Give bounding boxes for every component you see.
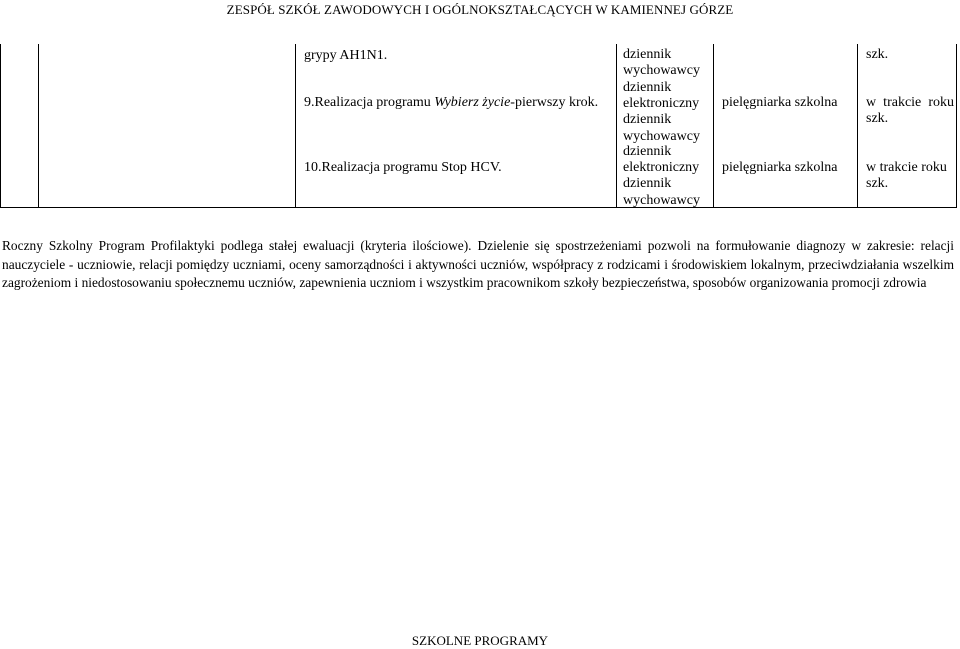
evaluation-paragraph: Roczny Szkolny Program Profilaktyki podlega stałej ewaluacji (kryteria ilościowe). Dzielenie się spostrzeżeniami pozwoli na formułowanie diagnozy w zakresie: relacji nauczyciele - uczniowie, relacji pomiędzy uczniami, oceny samorządności i aktywności uczniów, współpracy z rodzicami i środowiskiem lokalnym, przeciwdziałania wszelkim zagrożeniom i niedostosowaniu społecznemu uczniów, zapewnienia uczniom i wszystkim pracownikom szkoły bezpieczeństwa, sposobów organizowania promocji zdrowia: [2, 238, 954, 291]
table-col-divider-4: [713, 44, 714, 207]
when-cell-row2: w trakcie roku szk.: [866, 95, 954, 127]
method-cell-row2: dziennik elektroniczny dziennik wychowawcy: [623, 80, 700, 144]
task-cell-row3: 10.Realizacja programu Stop HCV.: [304, 160, 502, 175]
task-suffix: -pierwszy krok.: [510, 95, 599, 110]
table-col-divider-3: [616, 44, 617, 207]
task-cell-row1: grypy AH1N1.: [304, 48, 388, 63]
table-border-bottom: [0, 207, 957, 208]
task-prefix: 9.Realizacja programu: [304, 95, 435, 110]
table-border-left: [0, 44, 1, 207]
method-cell-row1: dziennik wychowawcy: [623, 47, 700, 79]
table-col-divider-5: [857, 44, 858, 207]
document-header: ZESPÓŁ SZKÓŁ ZAWODOWYCH I OGÓLNOKSZTAŁCĄCYCH W KAMIENNEJ GÓRZE: [226, 2, 734, 17]
when-cell-row1: szk.: [866, 47, 889, 62]
program-name: Wybierz życie: [434, 95, 511, 110]
method-cell-row3: dziennik elektroniczny dziennik wychowawcy: [623, 144, 700, 208]
page-footer: SZKOLNE PROGRAMY: [411, 633, 549, 648]
when-cell-row3: w trakcie roku szk.: [866, 160, 947, 192]
who-cell-row3: pielęgniarka szkolna: [722, 160, 838, 175]
table-border-right: [956, 44, 957, 207]
task-cell-row2: [304, 95, 598, 111]
table-col-divider-2: [295, 44, 296, 207]
table-col-divider-1: [38, 44, 39, 207]
who-cell-row2: pielęgniarka szkolna: [722, 95, 838, 110]
